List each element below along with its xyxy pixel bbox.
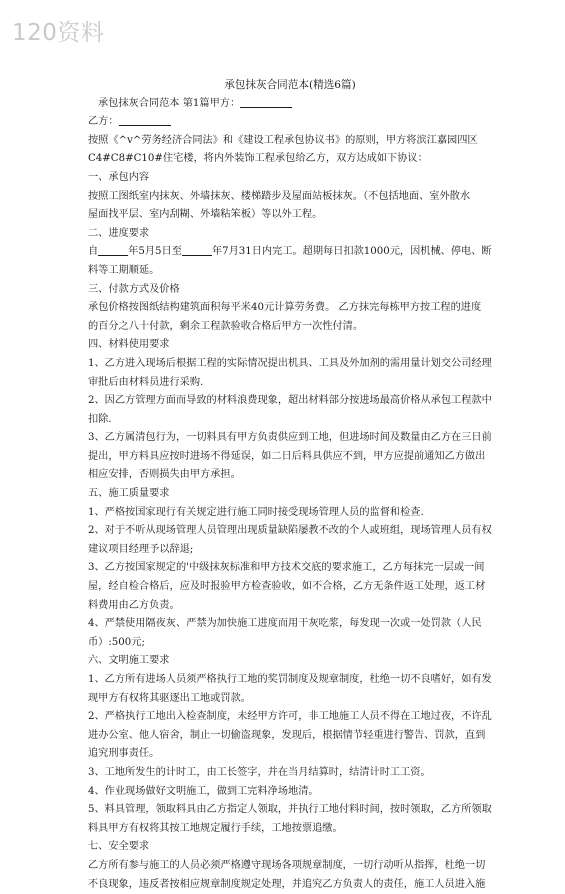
paragraph-line: 相应安排，否则损失由甲方承担。 bbox=[88, 469, 241, 481]
section-heading: 一、承包内容 bbox=[88, 171, 150, 183]
paragraph-line: 1、乙方所有进场人员须严格执行工地的奖罚制度及规章制度，杜绝一切不良嗜好，如有发 bbox=[88, 674, 492, 685]
document-title: 承包抹灰合同范本(精选6篇) bbox=[224, 79, 356, 91]
section-heading: 七、安全要求 bbox=[88, 841, 150, 853]
section-heading: 二、进度要求 bbox=[88, 227, 150, 239]
section-heading: 六、文明施工要求 bbox=[88, 655, 170, 667]
party-a-line: 承包抹灰合同范本 第1篇甲方： bbox=[88, 95, 492, 114]
paragraph-line: 追究刑事责任。 bbox=[88, 748, 160, 760]
party-b-blank bbox=[119, 113, 171, 126]
paragraph-line: 5、料具管理，领取料具由乙方指定人领取，并执行工地付料时间，按时领取，乙方所领取 bbox=[88, 804, 492, 816]
paragraph-line: 2、严格执行工地出入检查制度，未经甲方许可，非工地施工人员不得在工地过夜，不许乱 bbox=[88, 711, 492, 723]
paragraph-line: 1、严格按国家现行有关规定进行施工同时接受现场管理人员的监督和检查. bbox=[88, 506, 424, 518]
paragraph-line: 料具甲方有权将其按工地规定履行手续，工地按票追缴。 bbox=[88, 822, 343, 834]
schedule-line: 自 年5月5日至 年7月31日内完工。超期每日扣款1000元，因机械、停电、断 bbox=[88, 243, 492, 262]
paragraph-line: 按照工图纸室内抹灰、外墙抹灰、楼梯踏步及屋面站板抹灰。（不包括地面、室外散水 bbox=[88, 190, 471, 202]
paragraph-line: 屋，经自检合格后，应及时报验甲方检查验收，如不合格，乙方无条件返工处理，返工材 bbox=[88, 581, 486, 593]
paragraph-line: 建议项目经理予以辞退; bbox=[88, 543, 194, 555]
party-a-blank bbox=[240, 95, 292, 108]
paragraph-line: 屋面找平层、室内刮糊、外墙粘笨板）等以外工程。 bbox=[88, 209, 323, 221]
watermark: 120资料 bbox=[12, 20, 105, 46]
paragraph-line: 承包价格按图纸结构建筑面积每平米40元计算劳务费。 乙方抹完每栋甲方按工程的进度 bbox=[88, 302, 482, 314]
document-page bbox=[88, 76, 492, 894]
paragraph-line: 按照《^v^劳务经济合同法》和《建设工程承包协议书》的原则，甲方将滨江嘉园四区 bbox=[88, 134, 478, 146]
paragraph-line: 4、作业现场做好文明施工，做到工完料净场地清。 bbox=[88, 785, 319, 797]
paragraph-line: 2、对于不听从现场管理人员管理出现质量缺陷屡教不改的个人或班组，现场管理人员有权 bbox=[88, 525, 492, 537]
start-year-blank bbox=[98, 243, 128, 256]
paragraph-line: 4、严禁使用隔夜灰、严禁为加快施工进度而用干灰吃浆，每发现一次或一处罚款（人民 bbox=[88, 618, 482, 630]
section-heading: 四、材料使用要求 bbox=[88, 339, 170, 351]
paragraph-line: 进办公室、他人宿舍，制止一切偷盗现象，发现后，根据情节轻重进行警告、罚款，直到 bbox=[88, 729, 486, 741]
paragraph-line: 3、乙方属清包行为，一切料具有甲方负责供应到工地，但进场时间及数量由乙方在三日前 bbox=[88, 432, 492, 444]
section-heading: 五、施工质量要求 bbox=[88, 488, 170, 500]
paragraph-line: 乙方所有参与施工的人员必须严格遵守现场各项规章制度，一切行动听从指挥，杜绝一切 bbox=[88, 859, 486, 871]
paragraph-line: 提出，甲方料具应按时进场不得延误，如二日后料具供应不到，甲方应提前通知乙方做出 bbox=[88, 450, 486, 462]
paragraph-line: 料等工期顺延。 bbox=[88, 264, 160, 276]
paragraph-line: 3、乙方按国家规定的'中级抹灰标准和甲方技术交底的要求施工，乙方每抹完一层或一间 bbox=[88, 562, 485, 574]
section-heading: 三、付款方式及价格 bbox=[88, 283, 180, 295]
paragraph-line: 1、乙方进入现场后根据工程的实际情况提出机具、工具及外加剂的需用量计划交公司经理 bbox=[88, 357, 492, 369]
party-b-line: 乙方： bbox=[88, 113, 492, 132]
paragraph-line: 审批后由材料员进行采购. bbox=[88, 376, 204, 388]
paragraph-line: C4#C8#C10#住宅楼，将内外装饰工程承包给乙方，双方达成如下协议： bbox=[88, 153, 428, 165]
paragraph-line: 2、因乙方管理方面而导致的材料浪费现象，超出材料部分按进场最高价格从承包工程款中 bbox=[88, 395, 492, 407]
paragraph-line: 料费用由乙方负责。 bbox=[88, 599, 180, 611]
end-year-blank bbox=[182, 243, 212, 256]
paragraph-line: 不良现象，违反者按相应规章制度规定处理，并追究乙方负责人的责任，施工人员进入施 bbox=[88, 878, 486, 890]
paragraph-line: 现甲方有权将其驱逐出工地或罚款。 bbox=[88, 692, 251, 704]
paragraph-line: 的百分之八十付款，剩余工程款验收合格后甲方一次性付清。 bbox=[88, 320, 364, 332]
paragraph-line: 币）:500元; bbox=[88, 636, 145, 648]
paragraph-line: 扣除. bbox=[88, 413, 112, 425]
paragraph-line: 3、工地所发生的计时工，由工长签字，并在当月结算时，结清计时工工资。 bbox=[88, 766, 431, 778]
